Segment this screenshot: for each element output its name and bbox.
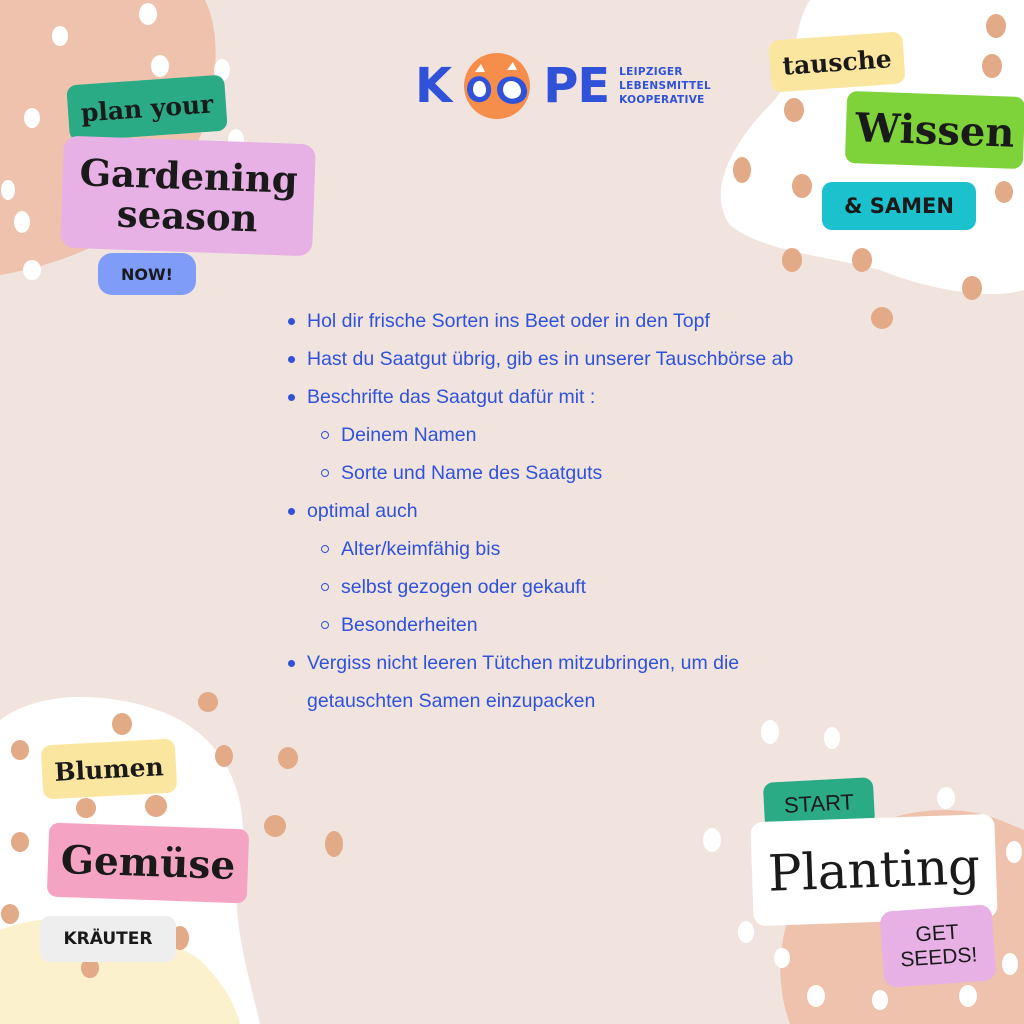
list-item: optimal auch — [286, 492, 906, 530]
sticker-plan-your: plan your — [66, 75, 228, 142]
sticker-kraeuter: KRÄUTER — [40, 916, 176, 962]
sticker-planting: Planting — [750, 814, 997, 926]
logo-letters-pe: PE — [543, 58, 610, 114]
instructions-list — [286, 302, 906, 720]
sub-list-item: Deinem Namen — [286, 416, 906, 454]
sticker-get-seeds — [879, 904, 996, 988]
logo-letter-k: K — [415, 58, 452, 114]
sticker-samen: & SAMEN — [822, 182, 976, 230]
sticker-blumen: Blumen — [41, 739, 178, 800]
sticker-gemuese: Gemüse — [47, 823, 249, 904]
logo-line-2: LEBENSMITTEL — [619, 80, 711, 92]
gardening-label: Gardening — [78, 150, 299, 202]
list-item: Hol dir frische Sorten ins Beet oder in den Topf — [286, 302, 906, 340]
logo-wordmark — [415, 50, 609, 122]
sticker-gardening-season — [60, 136, 316, 257]
sticker-wissen: Wissen — [845, 91, 1024, 169]
season-label: season — [116, 191, 259, 241]
sub-list-item: selbst gezogen oder gekauft — [286, 568, 906, 606]
sticker-start: START — [763, 777, 875, 831]
sticker-tausche: tausche — [768, 31, 905, 92]
sub-list-item: Besonderheiten — [286, 606, 906, 644]
logo-oo-mark — [447, 50, 547, 122]
seeds-label: SEEDS! — [899, 943, 979, 972]
sticker-now: NOW! — [98, 253, 196, 295]
sub-list-item: Alter/keimfähig bis — [286, 530, 906, 568]
list-item-line-1: Vergiss nicht leeren Tütchen mitzubringen, um die — [307, 652, 740, 674]
list-item-line-2: getauschten Samen einzupacken — [307, 690, 596, 712]
sub-list-item: Sorte und Name des Saatguts — [286, 454, 906, 492]
list-item: Beschrifte das Saatgut dafür mit : — [286, 378, 906, 416]
logo-line-1: LEIPZIGER — [619, 66, 683, 78]
list-item — [286, 644, 906, 720]
koope-logo — [415, 50, 711, 122]
get-label: GET — [914, 920, 960, 947]
logo-subtitle — [619, 65, 711, 107]
list-item: Hast du Saatgut übrig, gib es in unserer Tauschbörse ab — [286, 340, 906, 378]
logo-line-3: KOOPERATIVE — [619, 94, 705, 106]
